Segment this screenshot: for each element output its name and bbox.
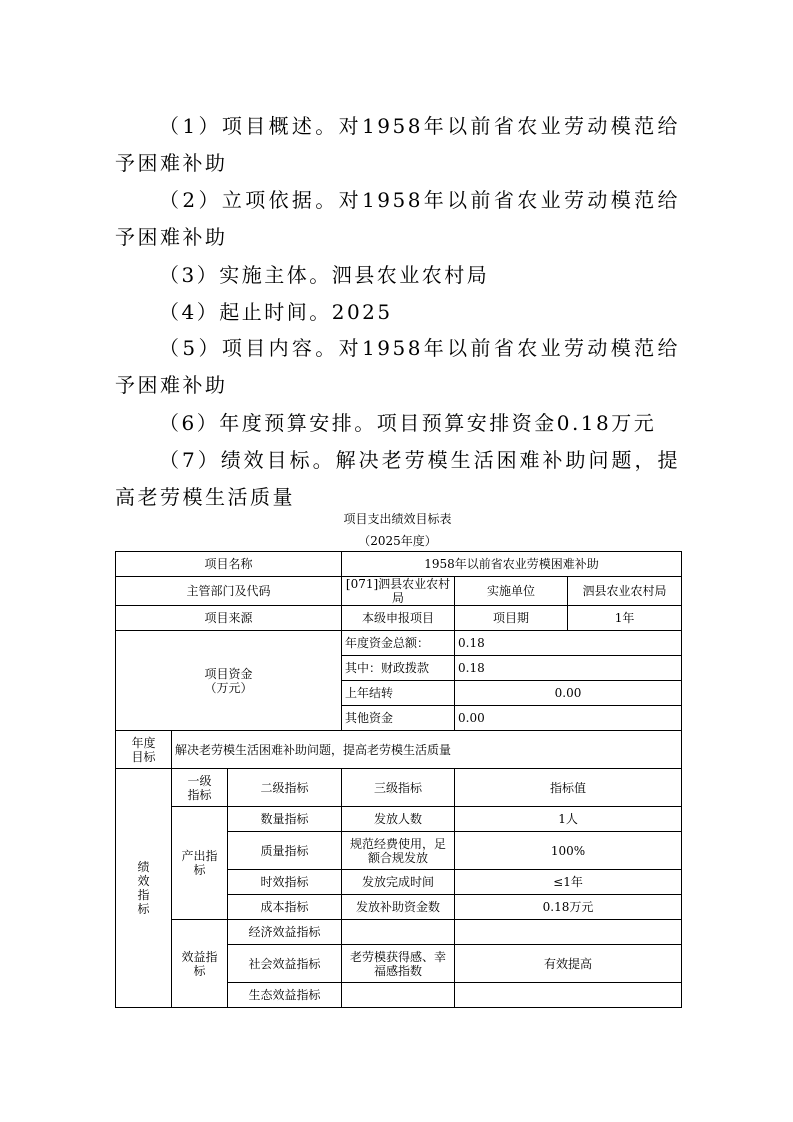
- indicator-l3: [342, 920, 455, 945]
- header-value: 指标值: [455, 769, 682, 807]
- paragraph-goal: （7）绩效目标。解决老劳模生活困难补助问题，提高老劳模生活质量: [115, 448, 680, 509]
- funds-total-label: 年度资金总额：: [342, 631, 455, 656]
- indicator-l3: 发放补助资金数: [342, 895, 455, 920]
- indicator-l3: 发放完成时间: [342, 870, 455, 895]
- indicator-l3: 发放人数: [342, 807, 455, 832]
- paragraph-budget: （6）年度预算安排。项目预算安排资金0.18万元: [159, 411, 657, 435]
- table-row: [116, 577, 682, 606]
- funds-carryover-label: 上年结转: [342, 681, 455, 706]
- indicator-value: [455, 983, 682, 1008]
- table-row: [116, 920, 682, 945]
- funds-fiscal-label: 其中：财政拨款: [342, 656, 455, 681]
- source-label: 项目来源: [116, 606, 342, 631]
- indicator-value: [455, 920, 682, 945]
- header-level3: 三级指标: [342, 769, 455, 807]
- indicator-value: 100%: [455, 832, 682, 870]
- funds-other-value: 0.00: [455, 706, 682, 731]
- perf-indicator-label: 绩 效 指 标: [116, 769, 172, 1008]
- table-row: [116, 631, 682, 656]
- header-level1: 一级 指标: [172, 769, 228, 807]
- indicator-l2: 生态效益指标: [228, 983, 342, 1008]
- funds-carryover-value: 0.00: [455, 681, 682, 706]
- dept-label: 主管部门及代码: [116, 577, 342, 606]
- table-title: 项目支出绩效目标表: [343, 512, 452, 526]
- project-name-value: 1958年以前省农业劳模困难补助: [342, 552, 682, 577]
- funds-total-value: 0.18: [455, 631, 682, 656]
- indicator-l2: 经济效益指标: [228, 920, 342, 945]
- table-row: [116, 731, 682, 769]
- indicator-l2: 时效指标: [228, 870, 342, 895]
- output-indicator-label: 产出指 标: [172, 807, 228, 920]
- indicator-l2: 社会效益指标: [228, 945, 342, 983]
- indicator-l3: [342, 983, 455, 1008]
- source-value: 本级申报项目: [342, 606, 455, 631]
- paragraph-content: （5）项目内容。对1958年以前省农业劳动模范给予困难补助: [115, 336, 680, 397]
- indicator-l3: 规范经费使用，足额合规发放: [342, 832, 455, 870]
- paragraph-implementer: （3）实施主体。泗县农业农村局: [159, 263, 490, 287]
- paragraph-basis: （2）立项依据。对1958年以前省农业劳动模范给予困难补助: [115, 188, 680, 249]
- indicator-l2: 数量指标: [228, 807, 342, 832]
- dept-value: [071]泗县农业农村局: [342, 577, 455, 606]
- table-row: [116, 769, 682, 807]
- funds-label: 项目资金 （万元）: [116, 631, 342, 731]
- performance-table: [115, 551, 682, 1008]
- paragraph-period: （4）起止时间。2025: [159, 300, 393, 324]
- indicator-value: 0.18万元: [455, 895, 682, 920]
- table-row: [116, 606, 682, 631]
- table-row: [116, 552, 682, 577]
- impl-value: 泗县农业农村局: [568, 577, 682, 606]
- annual-goal-value: 解决老劳模生活困难补助问题，提高老劳模生活质量: [172, 731, 682, 769]
- paragraph-overview: （1）项目概述。对1958年以前省农业劳动模范给予困难补助: [115, 114, 680, 175]
- period-value: 1年: [568, 606, 682, 631]
- impl-label: 实施单位: [455, 577, 568, 606]
- indicator-value: ≤1年: [455, 870, 682, 895]
- period-label: 项目期: [455, 606, 568, 631]
- indicator-l3: 老劳模获得感、幸福感指数: [342, 945, 455, 983]
- indicator-value: 有效提高: [455, 945, 682, 983]
- project-name-label: 项目名称: [116, 552, 342, 577]
- annual-goal-label: 年度 目标: [116, 731, 172, 769]
- indicator-l2: 质量指标: [228, 832, 342, 870]
- funds-other-label: 其他资金: [342, 706, 455, 731]
- table-row: [116, 807, 682, 832]
- benefit-indicator-label: 效益指 标: [172, 920, 228, 1008]
- indicator-value: 1人: [455, 807, 682, 832]
- header-level2: 二级指标: [228, 769, 342, 807]
- indicator-l2: 成本指标: [228, 895, 342, 920]
- table-year: （2025年度）: [358, 534, 437, 548]
- funds-fiscal-value: 0.18: [455, 656, 682, 681]
